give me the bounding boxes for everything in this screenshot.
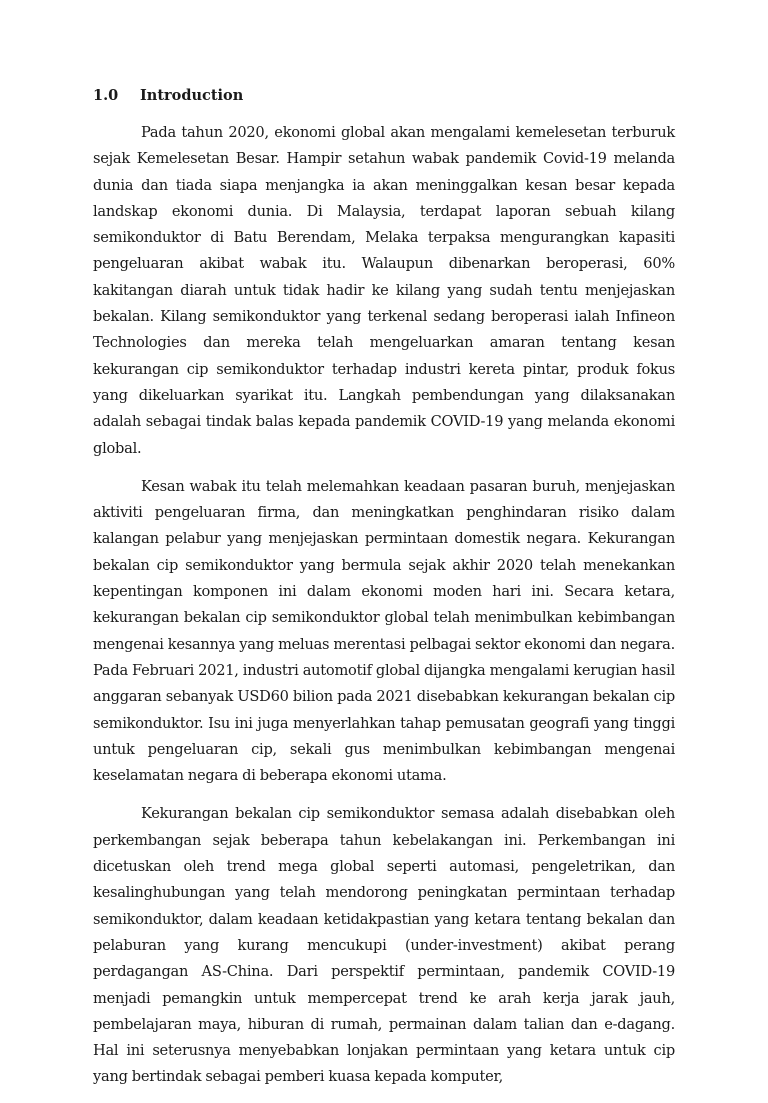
paragraph-3: Kekurangan bekalan cip semikonduktor semasa adalah disebabkan oleh perkembangan sejak beberapa tahun kebelakangan ini. Perkembangan ini dicetuskan oleh trend mega global seperti automasi, pengeletrikan, dan kesalinghubungan yang telah mendorong peningkatan permintaan terhadap semikonduktor, dalam keadaan ketidakpastian yang ketara tentang bekalan dan pelaburan yang kurang mencukupi (under-investment) akibat perang perdagangan AS-China. Dari perspektif permintaan, pandemik COVID-19 menjadi pemangkin untuk mempercepat trend ke arah kerja jarak jauh, pembelajaran maya, hiburan di rumah, permainan dalam talian dan e-dagang. Hal ini seterusnya menyebabkan lonjakan permintaan yang ketara untuk cip yang bertindak sebagai pemberi kuasa kepada komputer, [93,805,675,1086]
section-number: 1.0 [93,87,119,104]
paragraph-2: Kesan wabak itu telah melemahkan keadaan pasaran buruh, menjejaskan aktiviti pengeluaran firma, dan meningkatkan penghindaran risiko dalam kalangan pelabur yang menjejaskan permintaan domestik negara. Kekurangan bekalan cip semikonduktor yang bermula sejak akhir 2020 telah menekankan kepentingan komponen ini dalam ekonomi moden hari ini. Secara ketara, kekurangan bekalan cip semikonduktor global telah menimbulkan kebimbangan mengenai kesannya yang meluas merentasi pelbagai sektor ekonomi dan negara. Pada Februari 2021, industri automotif global dijangka mengalami kerugian hasil anggaran sebanyak USD60 bilion pada 2021 disebabkan kekurangan bekalan cip semikonduktor. Isu ini juga menyerlahkan tahap pemusatan geografi yang tinggi untuk pengeluaran cip, sekali gus menimbulkan kebimbangan mengenai keselamatan negara di beberapa ekonomi utama. [93,477,675,785]
body-text [93,120,675,1103]
section-title: Introduction [140,87,244,104]
section-heading [93,86,243,106]
paragraph-1: Pada tahun 2020, ekonomi global akan mengalami kemelesetan terburuk sejak Kemelesetan Besar. Hampir setahun wabak pandemik Covid-19 melanda dunia dan tiada siapa menjangka ia akan meninggalkan kesan besar kepada landskap ekonomi dunia. Di Malaysia, terdapat laporan sebuah kilang semikonduktor di Batu Berendam, Melaka terpaksa mengurangkan kapasiti pengeluaran akibat wabak itu. Walaupun dibenarkan beroperasi, 60% kakitangan diarah untuk tidak hadir ke kilang yang sudah tentu menjejaskan bekalan. Kilang semikonduktor yang terkenal sedang beroperasi ialah Infineon Technologies dan mereka telah mengeluarkan amaran tentang kesan kekurangan cip semikonduktor terhadap industri kereta pintar, produk fokus yang dikeluarkan syarikat itu. Langkah pembendungan yang dilaksanakan adalah sebagai tindak balas kepada pandemik COVID-19 yang melanda ekonomi global. [93,124,675,457]
